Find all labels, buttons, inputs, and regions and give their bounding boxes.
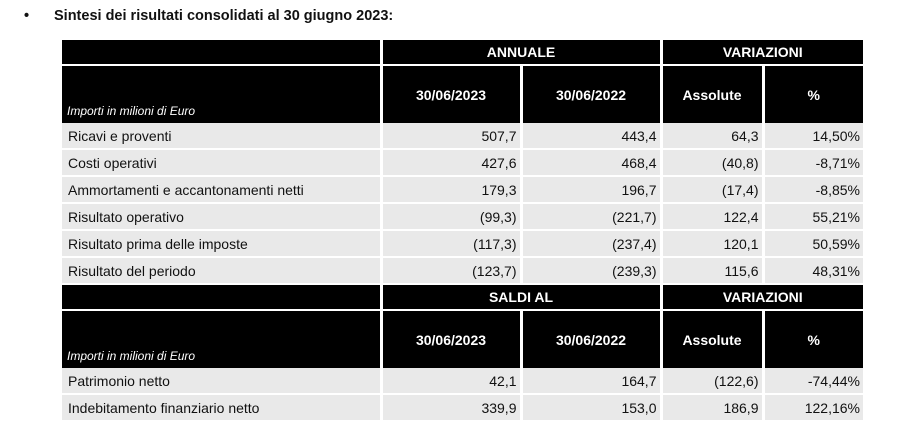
cell-value-2023: 507,7 — [381, 123, 521, 149]
cell-absolute: 122,4 — [661, 203, 763, 230]
cell-value-2022: (221,7) — [521, 203, 661, 230]
cell-percent: -8,85% — [763, 176, 863, 203]
cell-value-2023: (117,3) — [381, 230, 521, 257]
cell-percent: 50,59% — [763, 230, 863, 257]
row-label: Ricavi e proventi — [62, 123, 381, 149]
cell-absolute: (17,4) — [661, 176, 763, 203]
cell-value-2023: 179,3 — [381, 176, 521, 203]
cell-value-2023: 339,9 — [381, 394, 521, 421]
table-row — [62, 203, 863, 230]
table-row — [62, 176, 863, 203]
column-header-date-2023: 30/06/2023 — [381, 65, 521, 123]
group-header-annuale: ANNUALE — [381, 40, 661, 65]
cell-percent: 48,31% — [763, 257, 863, 284]
cell-percent: -74,44% — [763, 368, 863, 394]
unit-label: Importi in milioni di Euro — [62, 310, 381, 368]
row-label: Risultato prima delle imposte — [62, 230, 381, 257]
section1-column-header — [62, 65, 863, 123]
header-spacer — [62, 40, 381, 65]
table-row — [62, 257, 863, 284]
column-header-absolute: Assolute — [661, 310, 763, 368]
cell-percent: -8,71% — [763, 149, 863, 176]
cell-value-2022: 153,0 — [521, 394, 661, 421]
cell-value-2023: (99,3) — [381, 203, 521, 230]
cell-absolute: 115,6 — [661, 257, 763, 284]
column-header-date-2022: 30/06/2022 — [521, 65, 661, 123]
row-label: Risultato del periodo — [62, 257, 381, 284]
section2-group-header — [62, 284, 863, 310]
cell-value-2022: (239,3) — [521, 257, 661, 284]
cell-value-2023: 427,6 — [381, 149, 521, 176]
heading-text: Sintesi dei risultati consolidati al 30 giugno 2023: — [54, 8, 394, 24]
group-header-saldi-al: SALDI AL — [381, 284, 661, 310]
column-header-percent: % — [763, 310, 863, 368]
cell-percent: 14,50% — [763, 123, 863, 149]
cell-percent: 55,21% — [763, 203, 863, 230]
cell-value-2022: 196,7 — [521, 176, 661, 203]
row-label: Risultato operativo — [62, 203, 381, 230]
table-row — [62, 123, 863, 149]
row-label: Indebitamento finanziario netto — [62, 394, 381, 421]
section1-group-header — [62, 40, 863, 65]
row-label: Ammortamenti e accantonamenti netti — [62, 176, 381, 203]
results-table — [62, 40, 863, 422]
column-header-date-2023: 30/06/2023 — [381, 310, 521, 368]
header-block — [62, 284, 381, 310]
cell-percent: 122,16% — [763, 394, 863, 421]
cell-value-2023: 42,1 — [381, 368, 521, 394]
cell-value-2022: (237,4) — [521, 230, 661, 257]
column-header-absolute: Assolute — [661, 65, 763, 123]
cell-absolute: 186,9 — [661, 394, 763, 421]
table-row — [62, 368, 863, 394]
row-label: Costi operativi — [62, 149, 381, 176]
column-header-date-2022: 30/06/2022 — [521, 310, 661, 368]
group-header-variazioni: VARIAZIONI — [661, 40, 863, 65]
cell-value-2022: 164,7 — [521, 368, 661, 394]
row-label: Patrimonio netto — [62, 368, 381, 394]
section2-column-header — [62, 310, 863, 368]
cell-absolute: 120,1 — [661, 230, 763, 257]
cell-absolute: 64,3 — [661, 123, 763, 149]
cell-value-2022: 443,4 — [521, 123, 661, 149]
unit-label: Importi in milioni di Euro — [62, 65, 381, 123]
bullet-icon: • — [24, 8, 30, 24]
column-header-percent: % — [763, 65, 863, 123]
group-header-variazioni: VARIAZIONI — [661, 284, 863, 310]
table-row — [62, 394, 863, 421]
table-row — [62, 149, 863, 176]
table-row — [62, 230, 863, 257]
cell-absolute: (40,8) — [661, 149, 763, 176]
cell-value-2022: 468,4 — [521, 149, 661, 176]
cell-value-2023: (123,7) — [381, 257, 521, 284]
cell-absolute: (122,6) — [661, 368, 763, 394]
section-heading — [24, 8, 393, 24]
